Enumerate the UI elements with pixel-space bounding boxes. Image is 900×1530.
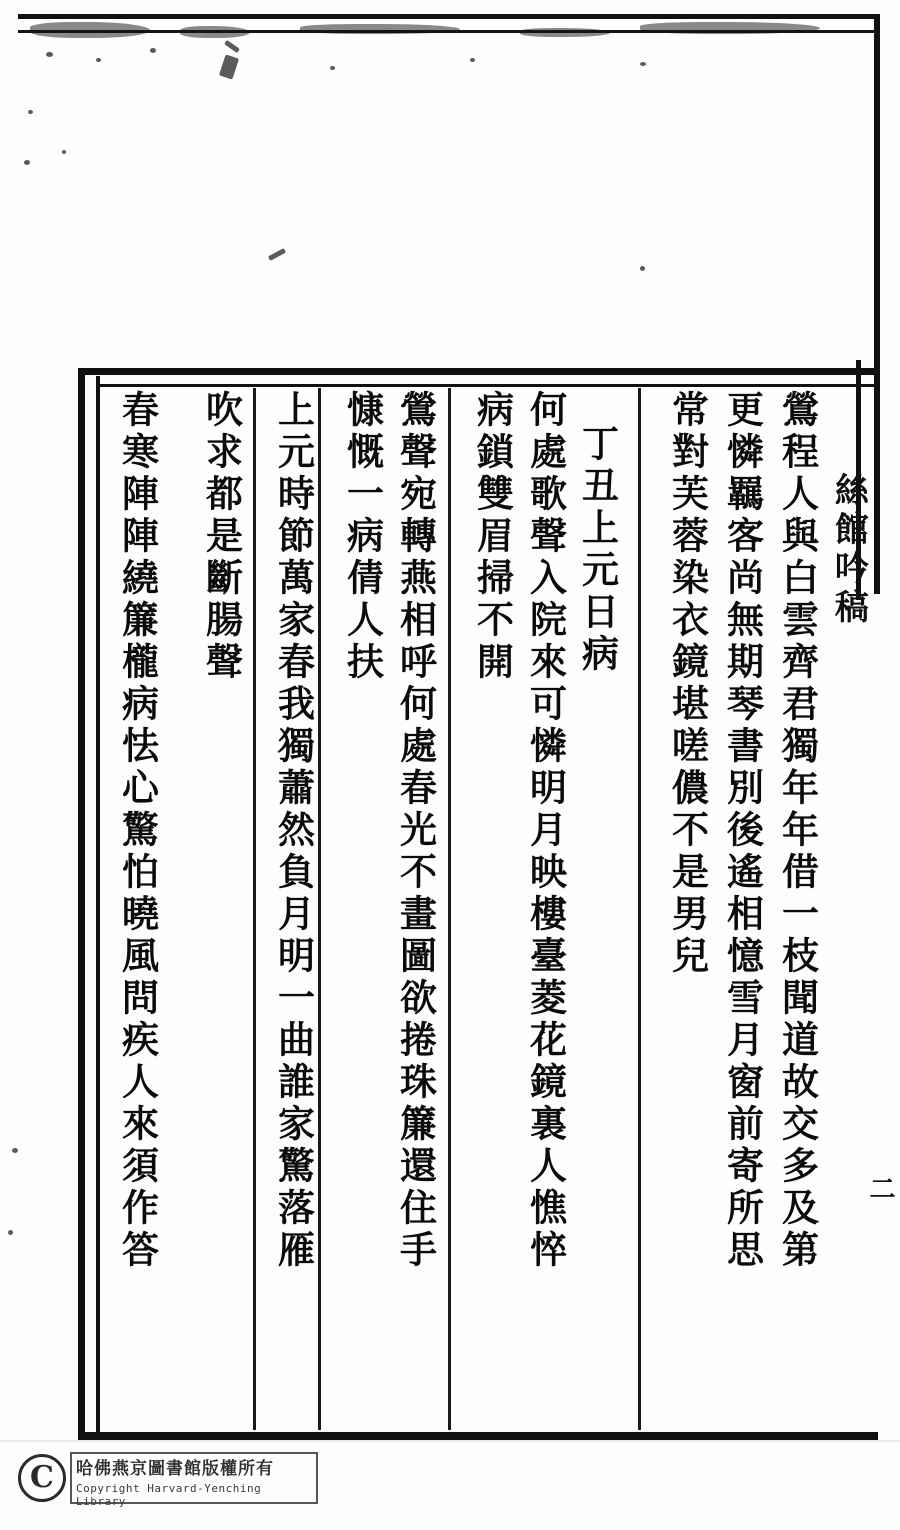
text-column-title: 絲館吟稿 [828,472,869,628]
text-column-1: 鶯程人與白雲齊君獨年年借一枝聞道故交多及第 [775,390,820,1272]
scan-speckle [330,66,335,70]
text-column-5: 病鎖雙眉掃不開 [470,390,515,684]
scan-speckle [268,248,286,261]
scan-edge-shade [0,1440,900,1442]
column-rule [638,388,641,1430]
frame-border-bottom [78,1432,878,1440]
text-column-10: 春寒陣陣繞簾櫳病怯心驚怕曉風問疾人來須作答 [115,390,160,1272]
stamp-text-english: Copyright Harvard-Yenching Library [76,1482,262,1508]
column-rule [253,388,256,1430]
text-column-4: 何處歌聲入院來可憐明月映樓臺菱花鏡裏人憔悴 [523,390,568,1272]
scan-speckle [46,52,53,57]
text-column-7: 慷慨一病倩人扶 [340,390,385,684]
text-block [78,368,878,1440]
scan-speckle [219,54,239,79]
scan-speckle [640,266,645,271]
scan-speckle [470,58,475,62]
library-copyright-stamp [18,1452,318,1514]
frame-border-left-inner [96,376,100,1434]
scan-speckle [640,62,646,66]
scan-speckle [8,1230,13,1235]
copyright-icon: C [18,1454,66,1502]
scan-speckle [28,110,33,114]
text-column-6: 鶯聲宛轉燕相呼何處春光不畫圖欲捲珠簾還住手 [393,390,438,1272]
frame-rule-top-inner [18,30,880,33]
column-rule [318,388,321,1430]
text-column-2: 更憐羈客尚無期琴書別後遙相憶雪月窗前寄所思 [720,390,765,1272]
scan-speckle [96,58,101,62]
page-number: 二 [865,1175,895,1203]
text-column-8: 上元時節萬家春我獨蕭然負月明一曲誰家驚落雁 [271,390,316,1272]
scan-speckle [224,40,240,53]
text-column-9: 吹求都是斷腸聲 [199,390,244,684]
frame-border-top [78,368,878,375]
frame-rule-top-outer [18,14,880,19]
scan-speckle [12,1148,18,1153]
scan-speckle [150,48,156,53]
column-rule [448,388,451,1430]
scan-speckle [62,150,66,154]
text-column-heading-date: 丁丑上元日病 [575,424,620,676]
scan-speckle [24,160,30,165]
frame-border-top-inner [96,384,878,387]
frame-border-left-outer [78,368,85,1440]
stamp-text-chinese: 哈佛燕京圖書館版權所有 [76,1459,274,1479]
text-column-3: 常對芙蓉染衣鏡堪嗟儂不是男兒 [665,390,710,978]
